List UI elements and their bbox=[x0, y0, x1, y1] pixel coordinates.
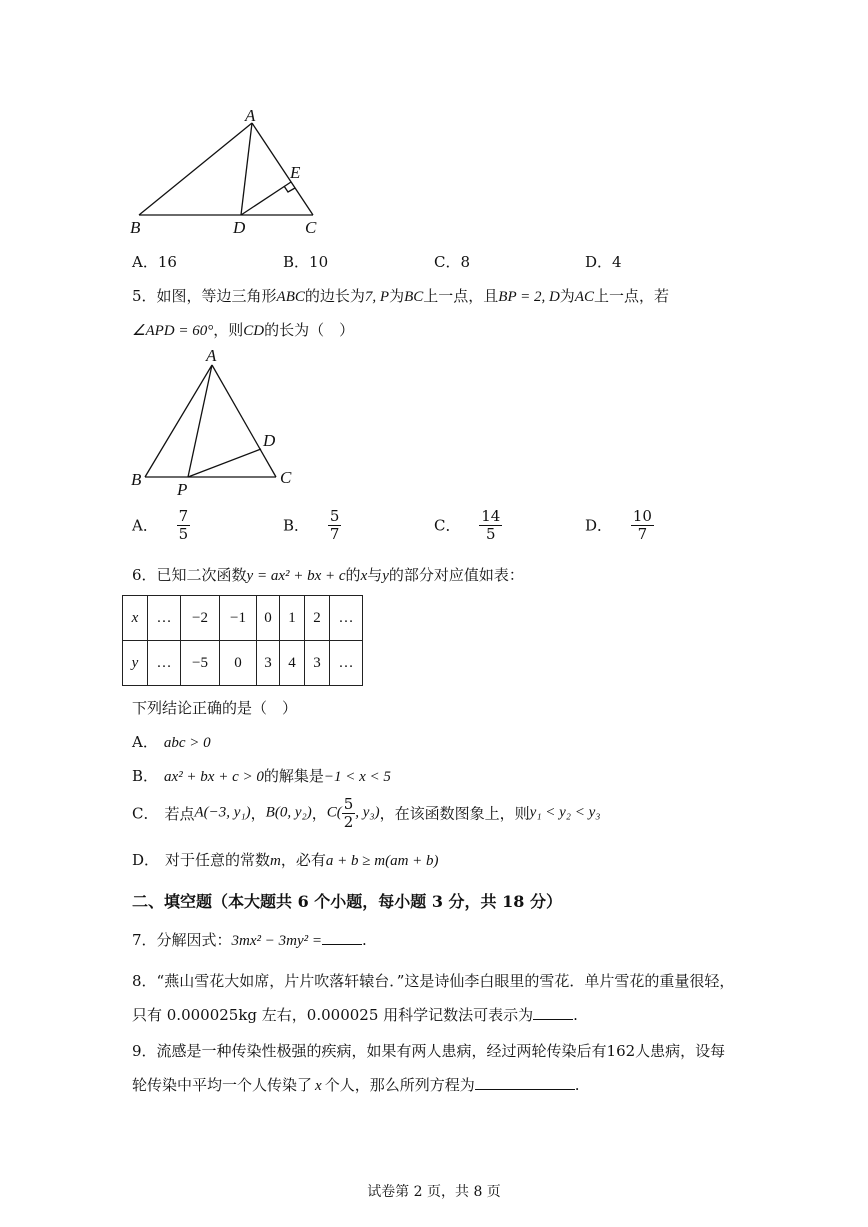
table-cell: 0 bbox=[220, 641, 257, 686]
table-cell: 2 bbox=[305, 596, 330, 641]
q7-answer-blank[interactable] bbox=[322, 944, 362, 945]
q6-value-table bbox=[122, 595, 363, 686]
q4-option-b: B．10 bbox=[283, 253, 329, 271]
q7-text: 7．分解因式：3mx² − 3my² = . bbox=[132, 931, 367, 949]
table-cell: y bbox=[123, 641, 148, 686]
q5-label-a: A bbox=[206, 346, 217, 365]
q4-triangle-figure bbox=[125, 105, 335, 240]
q6-option-a: A． abc > 0 bbox=[132, 733, 211, 751]
table-row bbox=[123, 641, 363, 686]
q4-label-b: B bbox=[130, 218, 141, 237]
q9-line1: 9．流感是一种传染性极强的疾病，如果有两人患病，经过两轮传染后有162人患病，设每 bbox=[132, 1042, 726, 1060]
table-cell: … bbox=[330, 596, 363, 641]
q4-label-e: E bbox=[290, 163, 301, 182]
q5-label-p: P bbox=[177, 480, 188, 498]
q5-label-c: C bbox=[280, 468, 292, 487]
q6-option-c: C． 若点A(−3, y₁)，B(0, y₂)，C( $\frac{5}{2}$ , y₃)，在该函数图象上，则y₁ < y₂ < y₃ bbox=[132, 795, 601, 831]
q5-triangle-figure bbox=[125, 343, 305, 498]
table-cell: x bbox=[123, 596, 148, 641]
q6-question: 下列结论正确的是（ ） bbox=[132, 699, 298, 717]
q8-line1: 8．“燕山雪花大如席，片片吹落轩辕台．”这是诗仙李白眼里的雪花．单片雪花的重量很轻， bbox=[132, 972, 735, 990]
q8-line2: 只有 0.000025kg 左右，0.000025 用科学记数法可表示为 . bbox=[132, 1006, 578, 1024]
table-cell: 3 bbox=[257, 641, 280, 686]
q4-label-c: C bbox=[305, 218, 317, 237]
table-cell: 1 bbox=[280, 596, 305, 641]
table-cell: … bbox=[148, 641, 181, 686]
q9-answer-blank[interactable] bbox=[475, 1089, 575, 1090]
table-row bbox=[123, 596, 363, 641]
table-cell: −2 bbox=[181, 596, 220, 641]
q5-option-c: C． $\frac{14}{5}$ bbox=[434, 507, 501, 543]
table-cell: −1 bbox=[220, 596, 257, 641]
table-cell: … bbox=[330, 641, 363, 686]
page-footer: 试卷第 2 页，共 8 页 bbox=[367, 1184, 501, 1200]
q6-option-d: D． 对于任意的常数m，必有a + b ≥ m(am + b) bbox=[132, 851, 439, 869]
table-cell: 3 bbox=[305, 641, 330, 686]
q5-stem-line1: 5．如图，等边三角形ABC的边长为7, P为BC上一点，且BP = 2, D为AC上一点，若 bbox=[132, 287, 669, 305]
q4-option-c: C．8 bbox=[434, 253, 471, 271]
q4-label-d: D bbox=[233, 218, 246, 237]
table-cell: … bbox=[148, 596, 181, 641]
q5-option-a: A． $\frac{7}{5}$ bbox=[132, 507, 189, 543]
table-cell: 0 bbox=[257, 596, 280, 641]
table-cell: −5 bbox=[181, 641, 220, 686]
q5-option-d: D． $\frac{10}{7}$ bbox=[585, 507, 652, 543]
q5-option-b: B． $\frac{5}{7}$ bbox=[283, 507, 340, 543]
q5-stem-line2: ∠APD = 60°，则CD的长为（ ） bbox=[132, 321, 355, 339]
q9-line2: 轮传染中平均一个人传染了 x 个人，那么所列方程为 . bbox=[132, 1076, 580, 1094]
q5-label-b: B bbox=[131, 470, 142, 489]
q4-option-a: A．16 bbox=[132, 253, 177, 271]
q8-answer-blank[interactable] bbox=[533, 1019, 573, 1020]
q4-option-d: D．4 bbox=[585, 253, 622, 271]
table-cell: 4 bbox=[280, 641, 305, 686]
q6-stem: 6．已知二次函数y = ax² + bx + c的x与y的部分对应值如表： bbox=[132, 566, 524, 584]
q5-label-d: D bbox=[263, 431, 276, 450]
q4-label-a: A bbox=[245, 106, 256, 125]
section-heading: 二、填空题（本大题共 6 个小题，每小题 3 分，共 18 分） bbox=[132, 892, 562, 911]
q6-option-b: B． ax² + bx + c > 0的解集是−1 < x < 5 bbox=[132, 767, 391, 785]
